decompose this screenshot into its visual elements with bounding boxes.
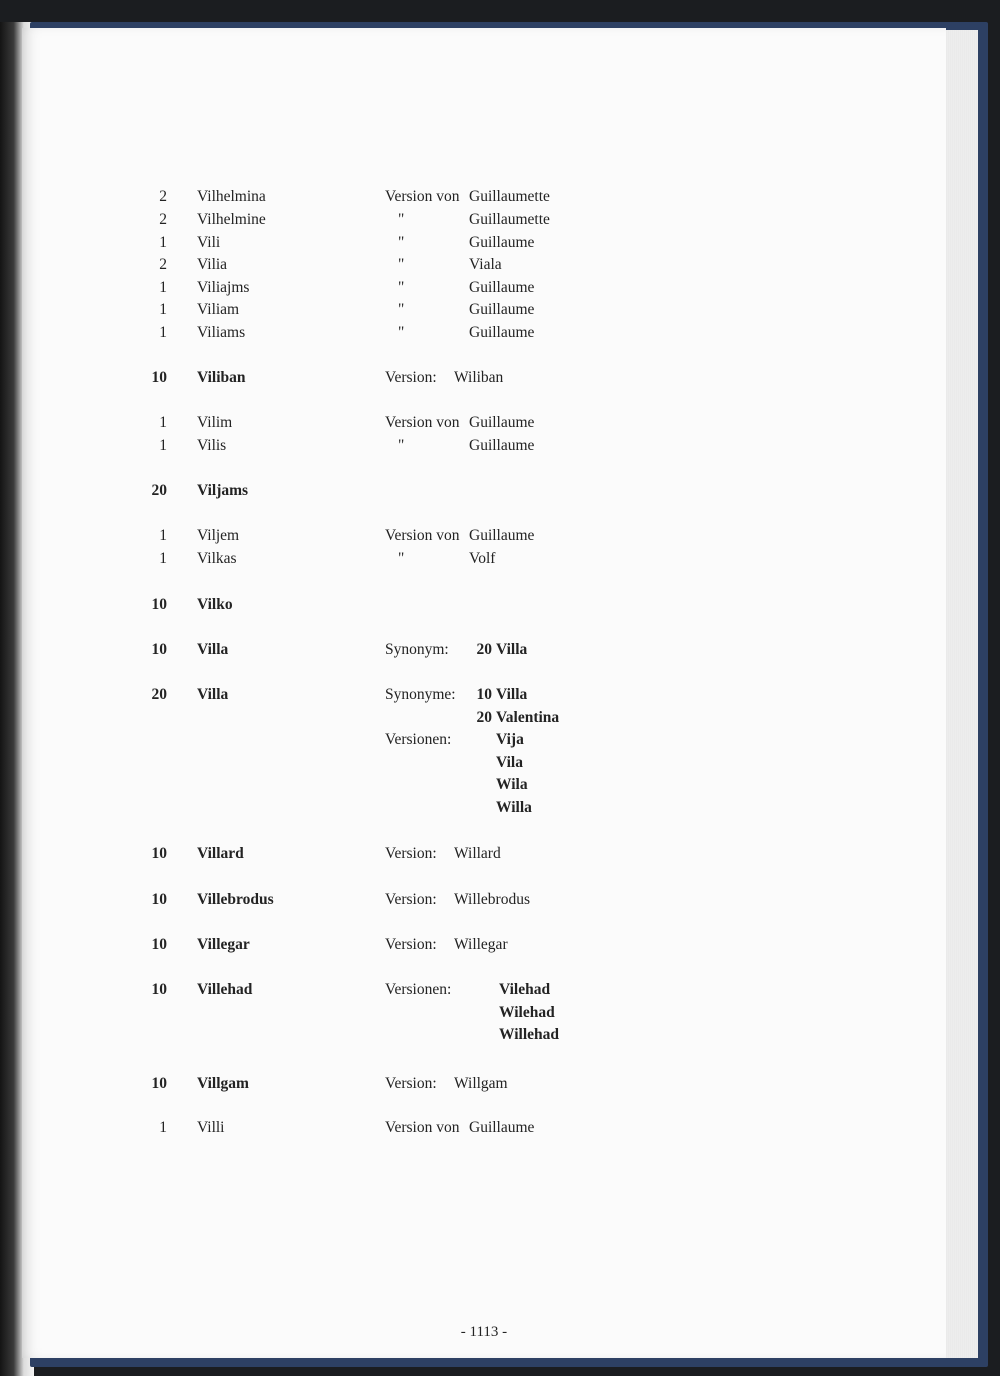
ditto-mark: " (398, 256, 405, 273)
entry-count: 10 (151, 981, 167, 998)
entry-name: Vilia (197, 256, 228, 273)
name-entry (22, 322, 946, 345)
name-entry (22, 367, 946, 390)
entry-count: 1 (159, 234, 167, 251)
entry-value: Volf (469, 550, 496, 567)
entry-count: 10 (151, 1075, 167, 1092)
entry-count: 20 (151, 686, 167, 703)
entry-line (22, 889, 946, 912)
entry-value: Guillaumette (469, 211, 550, 228)
ditto-mark: " (398, 211, 405, 228)
entry-label: Versionen: (385, 731, 452, 749)
entry-line (22, 774, 946, 797)
name-entry (22, 684, 946, 820)
name-entry (22, 525, 946, 548)
entry-line (22, 435, 946, 458)
entry-line (22, 729, 946, 752)
entry-count: 2 (159, 211, 167, 228)
entry-count: 1 (159, 437, 167, 454)
name-entry (22, 277, 946, 300)
entry-count: 1 (159, 1119, 167, 1136)
entry-value: Wila (496, 776, 528, 794)
entry-count: 20 (151, 482, 167, 499)
entry-value: Valentina (496, 708, 560, 726)
entry-value: Villa (496, 686, 528, 703)
entry-value: Guillaume (469, 1119, 535, 1136)
entry-value: Guillaumette (469, 188, 550, 205)
entry-name: Villegar (197, 936, 250, 953)
entry-count: 1 (159, 414, 167, 431)
entry-value: Willard (454, 845, 501, 862)
entry-value: Willegar (454, 936, 508, 953)
entry-value: Guillaume (469, 414, 535, 431)
entry-name: Viljams (197, 482, 249, 499)
entry-name: Viliajms (197, 279, 250, 296)
entry-value: Guillaume (469, 437, 535, 454)
entry-line (22, 412, 946, 435)
entry-line (22, 367, 946, 390)
entry-line (22, 707, 946, 730)
entry-line (22, 934, 946, 957)
entry-label: Version von (385, 527, 460, 544)
entry-value: Wiliban (454, 369, 504, 386)
name-entry (22, 254, 946, 277)
entry-line (22, 1117, 946, 1140)
entry-value: Vila (496, 753, 523, 771)
entry-line (22, 186, 946, 209)
entry-value: Vilehad (499, 981, 551, 998)
entry-value: Guillaume (469, 301, 535, 318)
entry-value: Guillaume (469, 527, 535, 544)
book-page (22, 28, 946, 1358)
entry-label: Synonym: (385, 641, 449, 658)
name-entry (22, 889, 946, 912)
entry-label: Versionen: (385, 981, 452, 998)
entry-name: Villgam (197, 1075, 249, 1092)
entry-count: 1 (159, 550, 167, 567)
name-entry (22, 594, 946, 617)
name-entry (22, 412, 946, 435)
entry-value: Vija (496, 731, 524, 749)
entry-line (22, 232, 946, 255)
entry-value: Viala (469, 256, 502, 273)
entry-line (22, 752, 946, 775)
entry-label: Version von (385, 188, 460, 205)
entry-value: Guillaume (469, 279, 535, 296)
entry-count: 10 (151, 845, 167, 862)
entry-count: 1 (159, 279, 167, 296)
entry-label: Version: (385, 891, 437, 908)
entry-name: Vili (197, 234, 221, 251)
entry-name: Viliams (197, 324, 246, 341)
entry-line (22, 277, 946, 300)
synonym-count: 20 (476, 641, 492, 658)
entry-label: Version: (385, 369, 437, 386)
entry-line (22, 254, 946, 277)
ditto-mark: " (398, 437, 405, 454)
entry-count: 1 (159, 527, 167, 544)
name-entry (22, 639, 946, 662)
name-entry (22, 843, 946, 866)
entry-name: Vilhelmine (197, 211, 266, 228)
entry-line (22, 639, 946, 662)
entry-count: 2 (159, 256, 167, 273)
entry-line (22, 480, 946, 503)
entry-label: Version: (385, 936, 437, 953)
entry-count: 1 (159, 301, 167, 318)
ditto-mark: " (398, 324, 405, 341)
entry-value: Willebrodus (454, 891, 531, 908)
entry-line (22, 1073, 946, 1096)
entry-line (22, 979, 946, 1002)
entry-name: Vilis (197, 437, 227, 454)
entry-line (22, 525, 946, 548)
entry-name: Vilim (197, 414, 233, 431)
entry-value: Guillaume (469, 234, 535, 251)
name-entry (22, 186, 946, 209)
entry-line (22, 797, 946, 820)
ditto-mark: " (398, 550, 405, 567)
entry-line (22, 1024, 946, 1047)
entry-label: Version von (385, 414, 460, 431)
entry-line (22, 1002, 946, 1025)
ditto-mark: " (398, 301, 405, 318)
name-entry (22, 232, 946, 255)
entry-count: 10 (151, 936, 167, 953)
name-entry (22, 1073, 946, 1096)
entry-name: Vilko (197, 596, 233, 613)
entry-count: 10 (151, 369, 167, 386)
entry-value: Wilehad (499, 1003, 555, 1021)
entry-line (22, 594, 946, 617)
entry-line (22, 209, 946, 232)
entry-value: Willgam (454, 1075, 508, 1092)
name-entry (22, 299, 946, 322)
entry-name: Viliam (197, 301, 240, 318)
name-entry (22, 480, 946, 503)
ditto-mark: " (398, 279, 405, 296)
entry-label: Version von (385, 1119, 460, 1136)
entry-name: Viljem (197, 527, 240, 544)
entry-count: 1 (159, 324, 167, 341)
synonym-count: 10 (476, 686, 492, 703)
entry-line (22, 548, 946, 571)
entry-line (22, 843, 946, 866)
entry-value: Willa (496, 798, 532, 816)
entry-line (22, 684, 946, 707)
entry-count: 10 (151, 891, 167, 908)
name-entry (22, 548, 946, 571)
entry-line (22, 299, 946, 322)
ditto-mark: " (398, 234, 405, 251)
entry-name: Vilhelmina (197, 188, 266, 205)
entry-value: Willehad (499, 1026, 560, 1044)
entry-name: Villa (197, 686, 229, 703)
name-entry (22, 1117, 946, 1140)
entry-value: Villa (496, 641, 528, 658)
entry-label: Version: (385, 845, 437, 862)
entry-name: Villehad (197, 981, 253, 998)
entry-count: 2 (159, 188, 167, 205)
entry-name: Villebrodus (197, 891, 274, 908)
entry-name: Villa (197, 641, 229, 658)
entry-name: Villi (197, 1119, 225, 1136)
entry-list (22, 28, 946, 1358)
entry-label: Version: (385, 1075, 437, 1092)
entry-count: 10 (151, 641, 167, 658)
entry-value: Guillaume (469, 324, 535, 341)
entry-count: 10 (151, 596, 167, 613)
synonym-count: 20 (476, 708, 492, 726)
entry-line (22, 322, 946, 345)
entry-label: Synonyme: (385, 686, 456, 703)
name-entry (22, 209, 946, 232)
entry-name: Vilkas (197, 550, 237, 567)
name-entry (22, 934, 946, 957)
entry-name: Villard (197, 845, 244, 862)
entry-name: Viliban (197, 369, 246, 386)
name-entry (22, 435, 946, 458)
name-entry (22, 979, 946, 1047)
page-number: - 1113 - (460, 1324, 508, 1340)
